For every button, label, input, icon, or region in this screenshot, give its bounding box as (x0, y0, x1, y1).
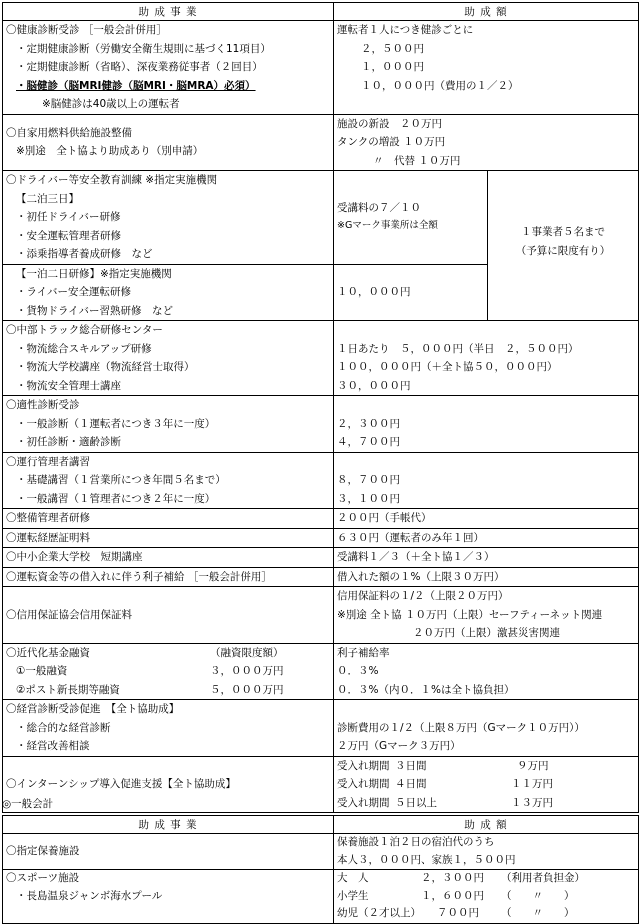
fuel-left: 〇自家用燃料供給施設整備 ※別途 全ト協より助成あり（別申請） (3, 114, 334, 171)
general-account-table (2, 815, 639, 924)
row-guarantee (3, 587, 639, 644)
row-loan (3, 567, 639, 587)
row-maint (3, 509, 639, 529)
header-business: 助 成 事 業 (3, 3, 334, 21)
guarantee-right: 信用保証料の１/２（上限２０万円） ※別途 全ト協 １０万円（上限）セーフティーネット関連 ２０万円（上限）激甚災害関連 (334, 587, 639, 644)
chubu-right: １日あたり ５，０００円（半日 ２，５００円） １００，０００円（＋全ト協５０，０００円） ３０，０００円 (334, 321, 639, 396)
intern-left: 〇インターンシップ導入促進支援【全ト協助成】 (3, 756, 334, 813)
driver-mid-1: 受講料の７／１０ ※Gマーク事業所は全額 (334, 171, 488, 265)
sme-right: 受講料１／３（＋全ト協１／３） (334, 548, 639, 568)
row-fuel (3, 114, 639, 171)
chubu-left: 〇中部トラック総合研修センター ・物流総合スキルアップ研修 ・物流大学校講座（物流経営士取得） ・物流安全管理士講座 (3, 321, 334, 396)
general-account-title: ◎一般会計 (2, 798, 54, 810)
row-aptitude (3, 396, 639, 453)
intern-period-1: 受入れ期間 ３日間 ９万円 (337, 759, 549, 772)
record-right: ６３０円（運転者のみ年１回） (334, 528, 639, 548)
row-facility (3, 834, 639, 870)
guarantee-left: 〇信用保証協会信用保証料 (3, 587, 334, 644)
header2-business: 助 成 事 業 (3, 816, 334, 834)
driver-mid-2: １０，０００円 (334, 264, 488, 321)
aptitude-right: ２，３００円 ４，７００円 (334, 396, 639, 453)
record-left: 〇運転経歴証明料 (3, 528, 334, 548)
sports-fee-infant: 幼児（２才以上） ７００円 （ 〃 ） (337, 907, 575, 920)
loan-right: 借入れた額の１%（上限３０万円） (334, 567, 639, 587)
maint-right: ２００円（手帳代） (334, 509, 639, 529)
row-record (3, 528, 639, 548)
fuel-right: 施設の新設 ２０万円 タンクの増設 １０万円 〃 代替 １０万円 (334, 114, 639, 171)
row-sports (3, 870, 639, 924)
manager-right: ８，７００円 ３，１００円 (334, 452, 639, 509)
row-consult (3, 700, 639, 757)
loan-limit-label: （融資限度額） (210, 646, 284, 659)
sports-right (334, 870, 639, 924)
row-intern (3, 756, 639, 813)
loan-left: 〇運転資金等の借入れに伴う利子補給 ［一般会計併用］ (3, 567, 334, 587)
sports-fee-child: 小学生 １，６００円 （ 〃 ） (337, 889, 575, 902)
row-modern-fund (3, 643, 639, 700)
consult-left: 〇経営診断受診促進 【全ト協助成】 ・総合的な経営診断 ・経営改善相談 (3, 700, 334, 757)
row-manager (3, 452, 639, 509)
row-driver-training (3, 171, 639, 265)
driver-limit: １事業者５名まで （予算に限度有り） (488, 171, 639, 321)
sports-left: 〇スポーツ施設 ・長島温泉ジャンボ海水プール (3, 870, 334, 924)
row-chubu (3, 321, 639, 396)
checkup-left: 〇健康診断受診 ［一般会計併用］ ・定期健康診断（労働安全衛生規則に基づく11項目） ・定期健康診断（省略）、深夜業務従事者（２回目） ・脳健診（脳MRI健診（脳MRI・脳MRA）必須） ※脳健診は40歳以上の運転者 (3, 21, 334, 115)
maint-left: 〇整備管理者研修 (3, 509, 334, 529)
manager-left: 〇運行管理者講習 ・基礎講習（１営業所につき年間５名まで） ・一般講習（１管理者につき２年に一度） (3, 452, 334, 509)
intern-period-3: 受入れ期間 ５日以上 １３万円 (337, 796, 553, 809)
driver-left-2: 【一泊二日研修】※指定実施機関 ・ライバー安全運転研修 ・貨物ドライバー習熟研修 など (3, 264, 334, 321)
consult-right: 診断費用の１/２（上限８万円（Gマーク１０万円）） ２万円（Gマーク３万円） (334, 700, 639, 757)
facility-right: 保養施設１泊２日の宿泊代のうち 本人３，０００円、家族１，５００円 (334, 834, 639, 870)
header2-amount: 助 成 額 (334, 816, 639, 834)
checkup-right: 運転者１人につき健診ごとに ２，５００円 １，０００円 １０，０００円（費用の１／２） (334, 21, 639, 115)
brain-checkup-label: ・脳健診（脳MRI健診（脳MRI・脳MRA）必須） (16, 79, 256, 92)
intern-period-2: 受入れ期間 ４日間 １１万円 (337, 778, 553, 790)
header-amount: 助 成 額 (334, 3, 639, 21)
modern-left: 〇近代化基金融資 ①一般融資 ②ポスト新長期等融資 （融資限度額） ３，０００万円 ５，０００万円 (3, 643, 334, 700)
aptitude-left: 〇適性診断受診 ・一般診断（１運転者につき３年に一度） ・初任診断・適齢診断 (3, 396, 334, 453)
sme-left: 〇中小企業大学校 短期講座 (3, 548, 334, 568)
sports-fee-adult: 大 人 ２，３００円 （利用者負担金） (337, 872, 585, 885)
row-sme (3, 548, 639, 568)
modern-right: 利子補給率 ０．３% ０．３%（内０．１%は全ト協負担） (334, 643, 639, 700)
intern-right (334, 756, 639, 813)
driver-left-1: 〇ドライバー等安全教育訓練 ※指定実施機関 【二泊三日】 ・初任ドライバー研修 ・安全運転管理者研修 ・添乗指導者養成研修 など (3, 171, 334, 265)
row-checkup (3, 21, 639, 115)
facility-left: 〇指定保養施設 (3, 834, 334, 870)
subsidy-table (2, 2, 639, 813)
